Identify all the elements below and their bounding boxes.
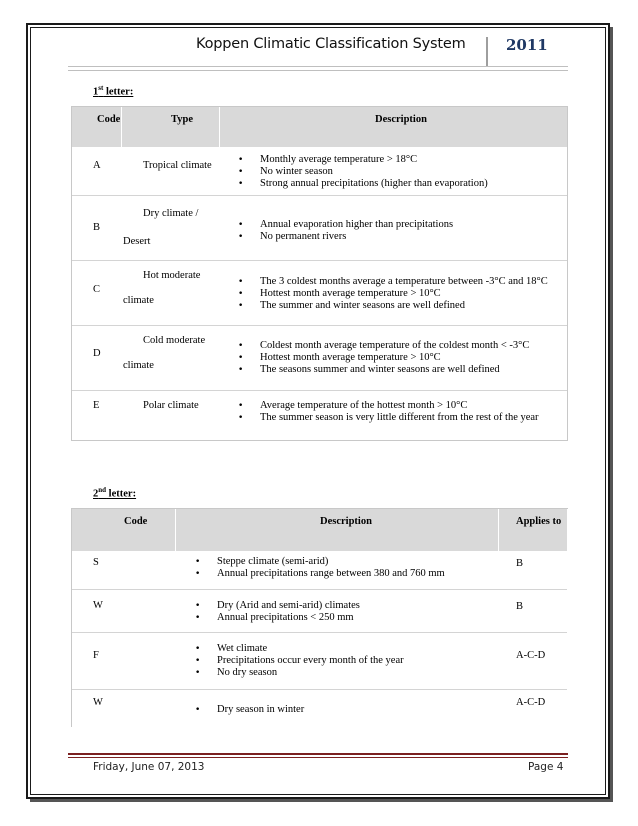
row-applies: B (516, 558, 524, 569)
header-code: Code (97, 114, 121, 125)
table-first-letter-header (72, 107, 567, 147)
row-separator (72, 632, 567, 633)
header-title: Koppen Climatic Classification System (196, 36, 466, 52)
list-item: • Average temperature of the hottest month > 10°C (238, 400, 539, 412)
footer-date: Friday, June 07, 2013 (93, 761, 205, 773)
row-separator (72, 589, 567, 590)
row-code: A (93, 160, 101, 171)
row-code: E (93, 400, 100, 411)
footer-page-number: Page 4 (528, 761, 564, 773)
row-separator (72, 195, 567, 196)
row-description (238, 400, 539, 424)
list-item: • Monthly average temperature > 18°C (238, 154, 488, 166)
row-code: F (93, 650, 99, 661)
list-item: • Hottest month average temperature > 10°C (238, 352, 529, 364)
row-separator (72, 260, 567, 261)
list-item: • No permanent rivers (238, 231, 453, 243)
row-description (195, 704, 304, 716)
page-shadow-right (610, 27, 613, 802)
header-type: Type (171, 114, 193, 125)
column-separator (121, 107, 122, 147)
row-description (195, 556, 445, 580)
row-type: Dry climate / (143, 208, 199, 219)
list-item: • Annual precipitations range between 380 and 760 mm (195, 568, 445, 580)
header-description: Description (320, 516, 372, 527)
list-item: • Coldest month average temperature of the coldest month < -3°C (238, 340, 529, 352)
column-separator (219, 107, 220, 147)
list-item: • No dry season (195, 667, 404, 679)
row-type: Hot moderate (143, 270, 201, 281)
row-description (238, 340, 529, 376)
row-type-cont: climate (123, 295, 154, 306)
list-item: • Strong annual precipitations (higher than evaporation) (238, 178, 488, 190)
page-shadow-bottom (30, 799, 613, 802)
header-rule (68, 70, 568, 71)
column-separator (175, 509, 176, 551)
row-code: C (93, 284, 101, 295)
list-item: • Steppe climate (semi-arid) (195, 556, 445, 568)
header-rule (68, 66, 568, 67)
row-applies: A-C-D (516, 650, 546, 661)
row-code: S (93, 557, 99, 568)
list-item: • No winter season (238, 166, 488, 178)
row-description (238, 219, 453, 243)
list-item: • The 3 coldest months average a temperature between -3°C and 18°C (238, 276, 548, 288)
list-item: • Dry season in winter (195, 704, 304, 716)
row-applies: B (516, 601, 524, 612)
footer-rule (68, 753, 568, 755)
row-type: Tropical climate (143, 160, 212, 171)
footer-rule (68, 757, 568, 758)
row-description (195, 643, 404, 679)
row-description (238, 154, 488, 190)
row-code: W (93, 600, 103, 611)
column-separator (498, 509, 499, 551)
row-type: Cold moderate (143, 335, 206, 346)
row-applies: A-C-D (516, 697, 546, 708)
list-item: • Dry (Arid and semi-arid) climates (195, 600, 360, 612)
row-description (238, 276, 548, 312)
row-type-cont: climate (123, 360, 154, 371)
row-separator (72, 689, 567, 690)
row-type-cont: Desert (123, 236, 151, 247)
list-item: • The seasons summer and winter seasons are well defined (238, 364, 529, 376)
list-item: • The summer and winter seasons are well defined (238, 300, 548, 312)
header-applies-to: Applies to (516, 516, 562, 527)
header-code: Code (124, 516, 148, 527)
row-type: Polar climate (143, 400, 199, 411)
row-separator (72, 390, 567, 391)
row-code: B (93, 222, 101, 233)
list-item: • Precipitations occur every month of the year (195, 655, 404, 667)
section-1-label: 1st letter: (93, 84, 134, 98)
header-divider (486, 37, 488, 67)
header-year: 2011 (506, 36, 548, 54)
row-separator (72, 325, 567, 326)
list-item: • Annual precipitations < 250 mm (195, 612, 360, 624)
list-item: • Annual evaporation higher than precipitations (238, 219, 453, 231)
list-item: • Hottest month average temperature > 10°C (238, 288, 548, 300)
header-description: Description (375, 114, 427, 125)
section-2-label: 2nd letter: (93, 486, 137, 500)
row-code: W (93, 697, 103, 708)
list-item: • The summer season is very little different from the rest of the year (238, 412, 539, 424)
list-item: • Wet climate (195, 643, 404, 655)
row-description (195, 600, 360, 624)
row-code: D (93, 348, 101, 359)
